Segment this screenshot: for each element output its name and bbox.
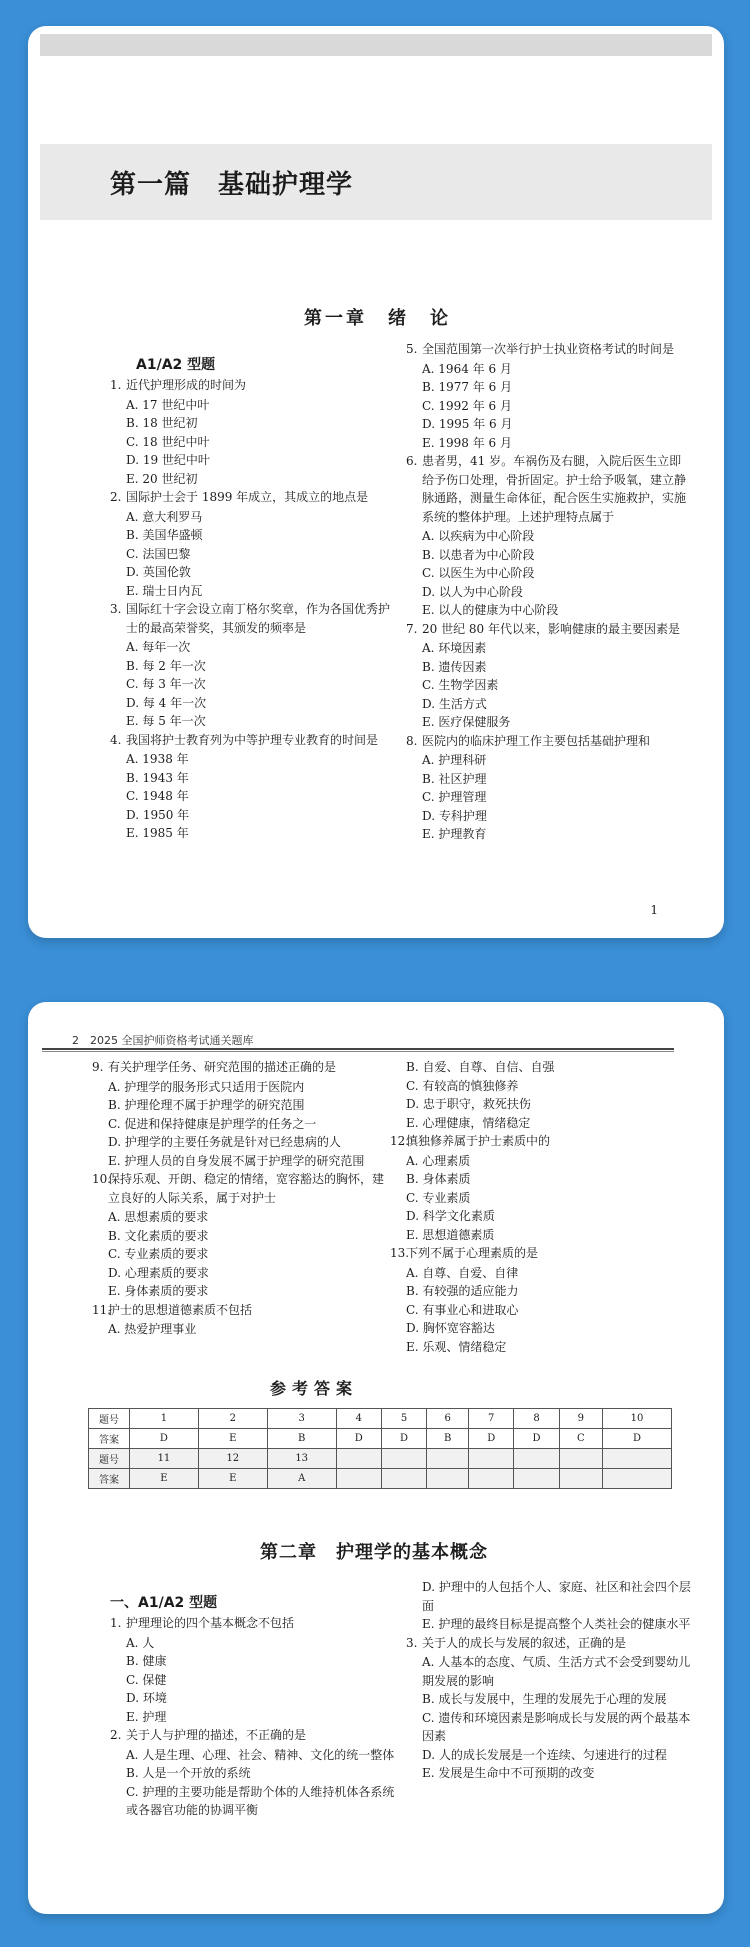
- answer-table-label: 答案: [89, 1429, 130, 1449]
- running-head: 2 2025 全国护师资格考试通关题库: [72, 1034, 254, 1047]
- page-number: 1: [650, 903, 658, 917]
- answer-option: D. 心理素质的要求: [108, 1265, 209, 1280]
- question-text: 慎独修养属于护士素质中的: [406, 1134, 551, 1148]
- question-stem: [406, 732, 692, 751]
- answer-table-empty-cell: [381, 1469, 426, 1489]
- answer-option: B. 遗传因素: [422, 659, 487, 674]
- answer-table-cell: B: [427, 1429, 469, 1449]
- answer-option: C. 促进和保持健康是护理学的任务之一: [108, 1116, 317, 1131]
- answer-table-cell: 6: [427, 1409, 469, 1429]
- question-number: 9.: [92, 1060, 104, 1074]
- answer-option: E. 护理人员的自身发展不属于护理学的研究范围: [108, 1153, 365, 1168]
- answer-table-cell: 13: [267, 1449, 336, 1469]
- answer-table-empty-cell: [603, 1449, 672, 1469]
- answer-table-empty-cell: [603, 1469, 672, 1489]
- question-stem: [92, 1170, 388, 1207]
- question-number: 1.: [110, 378, 122, 392]
- answer-table-empty-cell: [559, 1469, 602, 1489]
- question-block: [406, 620, 692, 732]
- answer-option: E. 护理的最终目标是提高整个人类社会的健康水平: [422, 1617, 691, 1631]
- answer-option: A. 意大利罗马: [126, 509, 203, 524]
- answer-table-label: 题号: [89, 1409, 130, 1429]
- answer-table-empty-cell: [336, 1449, 381, 1469]
- answer-table-empty-cell: [336, 1469, 381, 1489]
- answer-option: B. 每 2 年一次: [126, 658, 206, 673]
- question-block: [92, 1301, 388, 1339]
- chapter-title: 第一章 绪 论: [304, 308, 451, 329]
- answer-option: A. 人是生理、心理、社会、精神、文化的统一整体: [126, 1747, 395, 1762]
- question-block: [110, 600, 396, 731]
- question-number: 3.: [406, 1635, 418, 1650]
- answer-table-empty-cell: [514, 1469, 559, 1489]
- answer-table-cell: 2: [198, 1409, 267, 1429]
- question-stem: [406, 1634, 692, 1653]
- question-text: 关于人的成长与发展的叙述，正确的是: [422, 1635, 627, 1650]
- answer-option: C. 专业素质: [406, 1190, 471, 1205]
- question-number: 10.: [92, 1172, 112, 1186]
- answer-option: E. 瑞士日内瓦: [126, 583, 203, 598]
- answer-table-row: [89, 1449, 672, 1469]
- question-number: 11.: [92, 1302, 112, 1317]
- answer-option: D. 环境: [126, 1691, 167, 1705]
- answer-option: E. 身体素质的要求: [108, 1284, 209, 1298]
- answer-option: E. 每 5 年一次: [126, 714, 206, 728]
- question-stem: [110, 600, 396, 637]
- question-text: 近代护理形成的时间为: [126, 378, 247, 392]
- answer-option: A. 护理科研: [422, 753, 487, 767]
- answer-table-cell: A: [267, 1469, 336, 1489]
- answer-option: D. 专科护理: [422, 808, 487, 823]
- answer-option: C. 有事业心和进取心: [406, 1302, 519, 1317]
- answer-option: B. 成长与发展中，生理的发展先于心理的发展: [422, 1692, 667, 1706]
- answer-option: D. 以人为中心阶段: [422, 584, 523, 599]
- question-block: [406, 1634, 692, 1783]
- answer-option: E. 发展是生命中不可预期的改变: [422, 1766, 595, 1780]
- question-stem: [390, 1132, 686, 1151]
- answer-table-cell: 1: [130, 1409, 199, 1429]
- answer-option: D. 19 世纪中叶: [126, 453, 210, 467]
- question-block: [110, 731, 396, 843]
- answer-table-empty-cell: [469, 1469, 514, 1489]
- question-number: 4.: [110, 732, 122, 747]
- answer-table-empty-cell: [381, 1449, 426, 1469]
- answer-option: B. 身体素质: [406, 1172, 471, 1186]
- question-number: 7.: [406, 621, 418, 636]
- section-title: A1/A2 型题: [136, 357, 216, 373]
- answer-option: E. 乐观、情绪稳定: [406, 1339, 507, 1354]
- question-text: 20 世纪 80 年代以来，影响健康的最主要因素是: [422, 621, 680, 636]
- answer-option: B. 有较强的适应能力: [406, 1284, 519, 1298]
- answer-table-row: [89, 1429, 672, 1449]
- question-number: 2.: [110, 1728, 122, 1742]
- question-stem: [406, 340, 692, 359]
- answer-option: B. 人是一个开放的系统: [126, 1766, 251, 1780]
- answer-table-cell: B: [267, 1429, 336, 1449]
- answer-option: D. 1995 年 6 月: [422, 417, 513, 431]
- book-page-1: [28, 26, 724, 938]
- ch2-right-column: [406, 1578, 692, 1783]
- answer-option: E. 20 世纪初: [126, 471, 198, 486]
- question-block: [406, 732, 692, 844]
- answer-table-cell: D: [381, 1429, 426, 1449]
- answer-option: A. 护理学的服务形式只适用于医院内: [108, 1079, 305, 1094]
- answer-table-cell: 12: [198, 1449, 267, 1469]
- question-number: 5.: [406, 342, 418, 356]
- question-block: [390, 1244, 686, 1356]
- answer-option: A. 热爱护理事业: [108, 1322, 197, 1336]
- answer-option: A. 以疾病为中心阶段: [422, 529, 535, 543]
- question-text: 医院内的临床护理工作主要包括基础护理和: [422, 733, 651, 748]
- answer-table-cell: D: [603, 1429, 672, 1449]
- question-text: 国际护士会于 1899 年成立，其成立的地点是: [126, 490, 369, 504]
- answer-option: A. 17 世纪中叶: [126, 397, 210, 412]
- answer-option: C. 遗传和环境因素是影响成长与发展的两个最基本因素: [422, 1710, 691, 1743]
- answer-table-cell: 10: [603, 1409, 672, 1429]
- answer-option: D. 护理中的人包括个人、家庭、社区和社会四个层面: [422, 1580, 691, 1613]
- question-stem: [110, 376, 396, 395]
- question-stem: [406, 620, 692, 639]
- question-block: [390, 1058, 686, 1132]
- question-block: [110, 1614, 396, 1726]
- answer-option: B. 1943 年: [126, 770, 189, 785]
- answer-table-cell: 7: [469, 1409, 514, 1429]
- question-block: [406, 452, 692, 620]
- question-text: 护理理论的四个基本概念不包括: [126, 1616, 295, 1630]
- page-top-bar: [40, 34, 712, 56]
- answer-option: A. 心理素质: [406, 1153, 471, 1168]
- question-text: 全国范围第一次举行护士执业资格考试的时间是: [422, 342, 675, 356]
- answer-option: D. 1950 年: [126, 807, 190, 822]
- answer-option: B. 18 世纪初: [126, 416, 198, 430]
- answer-option: C. 生物学因素: [422, 678, 499, 692]
- question-number: 3.: [110, 602, 122, 616]
- answer-option: E. 护理教育: [422, 827, 487, 841]
- question-number: 6.: [406, 454, 418, 468]
- answer-option: A. 思想素质的要求: [108, 1210, 209, 1224]
- right-column: [406, 340, 692, 844]
- question-text: 有关护理学任务、研究范围的描述正确的是: [108, 1060, 337, 1074]
- answer-option: E. 以人的健康为中心阶段: [422, 603, 559, 617]
- answer-option: B. 护理伦理不属于护理学的研究范围: [108, 1098, 305, 1112]
- answer-table-cell: 9: [559, 1409, 602, 1429]
- answer-option: D. 忠于职守，救死扶伤: [406, 1097, 531, 1111]
- answer-option: C. 护理管理: [422, 790, 487, 804]
- answer-option: B. 健康: [126, 1654, 167, 1668]
- question-block: [406, 1578, 692, 1634]
- question-stem: [110, 488, 396, 507]
- question-stem: [110, 731, 396, 750]
- question-stem: [92, 1301, 388, 1320]
- answer-option: A. 自尊、自爱、自律: [406, 1265, 519, 1280]
- answer-option: D. 科学文化素质: [406, 1209, 495, 1223]
- question-number: 12.: [390, 1134, 410, 1148]
- answer-option: A. 1938 年: [126, 752, 189, 766]
- question-text: 患者男，41 岁。车祸伤及右腿，入院后医生立即给予伤口处理，骨折固定。护士给予吸氧，建立静脉通路，测量生命体征，配合医生实施救护，实施系统的整体护理。上述护理特点属于: [422, 454, 687, 524]
- answer-table-label: 题号: [89, 1449, 130, 1469]
- answer-table-cell: 8: [514, 1409, 559, 1429]
- answer-table-empty-cell: [559, 1449, 602, 1469]
- answer-option: A. 每年一次: [126, 640, 191, 654]
- answer-table-empty-cell: [469, 1449, 514, 1469]
- answer-option: E. 1985 年: [126, 826, 189, 840]
- answer-table-row: [89, 1409, 672, 1429]
- answer-table-cell: D: [514, 1429, 559, 1449]
- answer-option: C. 有较高的慎独修养: [406, 1078, 519, 1093]
- answer-option: A. 环境因素: [422, 641, 487, 655]
- answer-option: C. 法国巴黎: [126, 546, 191, 561]
- answer-option: A. 1964 年 6 月: [422, 361, 512, 376]
- answer-option: C. 1992 年 6 月: [422, 398, 513, 413]
- question-stem: [92, 1058, 388, 1077]
- left-column: [110, 376, 396, 843]
- answer-option: D. 英国伦敦: [126, 565, 191, 579]
- answer-table-empty-cell: [427, 1449, 469, 1469]
- left-column: [92, 1058, 388, 1339]
- answers-title: 参考答案: [270, 1379, 359, 1398]
- answer-option: C. 专业素质的要求: [108, 1247, 209, 1261]
- question-block: [390, 1132, 686, 1244]
- answer-option: E. 护理: [126, 1709, 167, 1724]
- header-rule: [42, 1048, 674, 1050]
- question-block: [110, 488, 396, 600]
- answer-option: B. 美国华盛顿: [126, 528, 203, 542]
- question-number: 1.: [110, 1616, 122, 1630]
- answer-table-cell: 4: [336, 1409, 381, 1429]
- answer-option: B. 自爱、自尊、自信、自强: [406, 1060, 555, 1074]
- answer-table-cell: D: [469, 1429, 514, 1449]
- question-number: 8.: [406, 733, 418, 748]
- answer-option: E. 心理健康，情绪稳定: [406, 1115, 531, 1130]
- answer-table: [88, 1408, 672, 1489]
- answer-option: E. 思想道德素质: [406, 1227, 495, 1242]
- question-text: 护士的思想道德素质不包括: [108, 1302, 253, 1317]
- question-stem: [406, 452, 692, 526]
- question-stem: [390, 1244, 686, 1263]
- answer-option: B. 社区护理: [422, 771, 487, 786]
- question-block: [110, 1726, 396, 1820]
- answer-table-cell: 5: [381, 1409, 426, 1429]
- answer-option: D. 每 4 年一次: [126, 695, 207, 710]
- answer-table-cell: E: [198, 1469, 267, 1489]
- question-text: 下列不属于心理素质的是: [406, 1246, 539, 1260]
- question-block: [110, 376, 396, 488]
- part-title: 第一篇 基础护理学: [110, 170, 354, 200]
- answer-option: D. 生活方式: [422, 696, 487, 711]
- answer-option: B. 1977 年 6 月: [422, 380, 513, 394]
- book-page-2: [28, 1002, 724, 1914]
- answer-table-cell: D: [336, 1429, 381, 1449]
- answer-option: D. 胸怀宽容豁达: [406, 1321, 495, 1335]
- answer-option: A. 人基本的态度、气质、生活方式不会受到婴幼儿期发展的影响: [422, 1655, 691, 1688]
- answer-table-cell: 3: [267, 1409, 336, 1429]
- answer-option: B. 以患者为中心阶段: [422, 547, 535, 562]
- answer-table-cell: 11: [130, 1449, 199, 1469]
- answer-option: E. 医疗保健服务: [422, 715, 511, 729]
- answer-option: C. 1948 年: [126, 789, 189, 803]
- question-text: 保持乐观、开朗、稳定的情绪，宽容豁达的胸怀，建立良好的人际关系，属于对护士: [108, 1172, 385, 1205]
- question-text: 关于人与护理的描述，不正确的是: [126, 1728, 307, 1742]
- answer-table-empty-cell: [514, 1449, 559, 1469]
- question-number: 2.: [110, 490, 122, 504]
- question-text: 我国将护士教育列为中等护理专业教育的时间是: [126, 732, 379, 747]
- answer-option: C. 18 世纪中叶: [126, 434, 210, 449]
- answer-table-cell: E: [198, 1429, 267, 1449]
- question-block: [406, 340, 692, 452]
- answer-option: C. 保健: [126, 1672, 167, 1687]
- answer-table-label: 答案: [89, 1469, 130, 1489]
- answer-table-empty-cell: [427, 1469, 469, 1489]
- question-block: [92, 1170, 388, 1301]
- question-block: [92, 1058, 388, 1170]
- answer-option: D. 护理学的主要任务就是针对已经患病的人: [108, 1135, 341, 1149]
- header-rule-thin: [42, 1051, 674, 1052]
- answer-table-cell: C: [559, 1429, 602, 1449]
- answer-table-cell: D: [130, 1429, 199, 1449]
- question-stem: [110, 1614, 396, 1633]
- answer-option: A. 人: [126, 1635, 155, 1650]
- ch2-left-column: [110, 1614, 396, 1820]
- question-stem: [110, 1726, 396, 1745]
- answer-table-row: [89, 1469, 672, 1489]
- answer-option: C. 以医生为中心阶段: [422, 566, 535, 580]
- answer-option: C. 护理的主要功能是帮助个体的人维持机体各系统或各器官功能的协调平衡: [126, 1784, 395, 1817]
- question-text: 国际红十字会设立南丁格尔奖章，作为各国优秀护士的最高荣誉奖，其颁发的频率是: [126, 602, 391, 635]
- answer-option: C. 每 3 年一次: [126, 677, 206, 691]
- section2-title: 一、A1/A2 型题: [110, 1595, 218, 1611]
- chapter2-title: 第二章 护理学的基本概念: [260, 1542, 488, 1563]
- answer-option: B. 文化素质的要求: [108, 1228, 209, 1243]
- answer-table-cell: E: [130, 1469, 199, 1489]
- answer-option: D. 人的成长发展是一个连续、匀速进行的过程: [422, 1747, 667, 1762]
- right-column: [390, 1058, 686, 1356]
- question-number: 13.: [390, 1246, 410, 1260]
- answer-option: E. 1998 年 6 月: [422, 435, 513, 450]
